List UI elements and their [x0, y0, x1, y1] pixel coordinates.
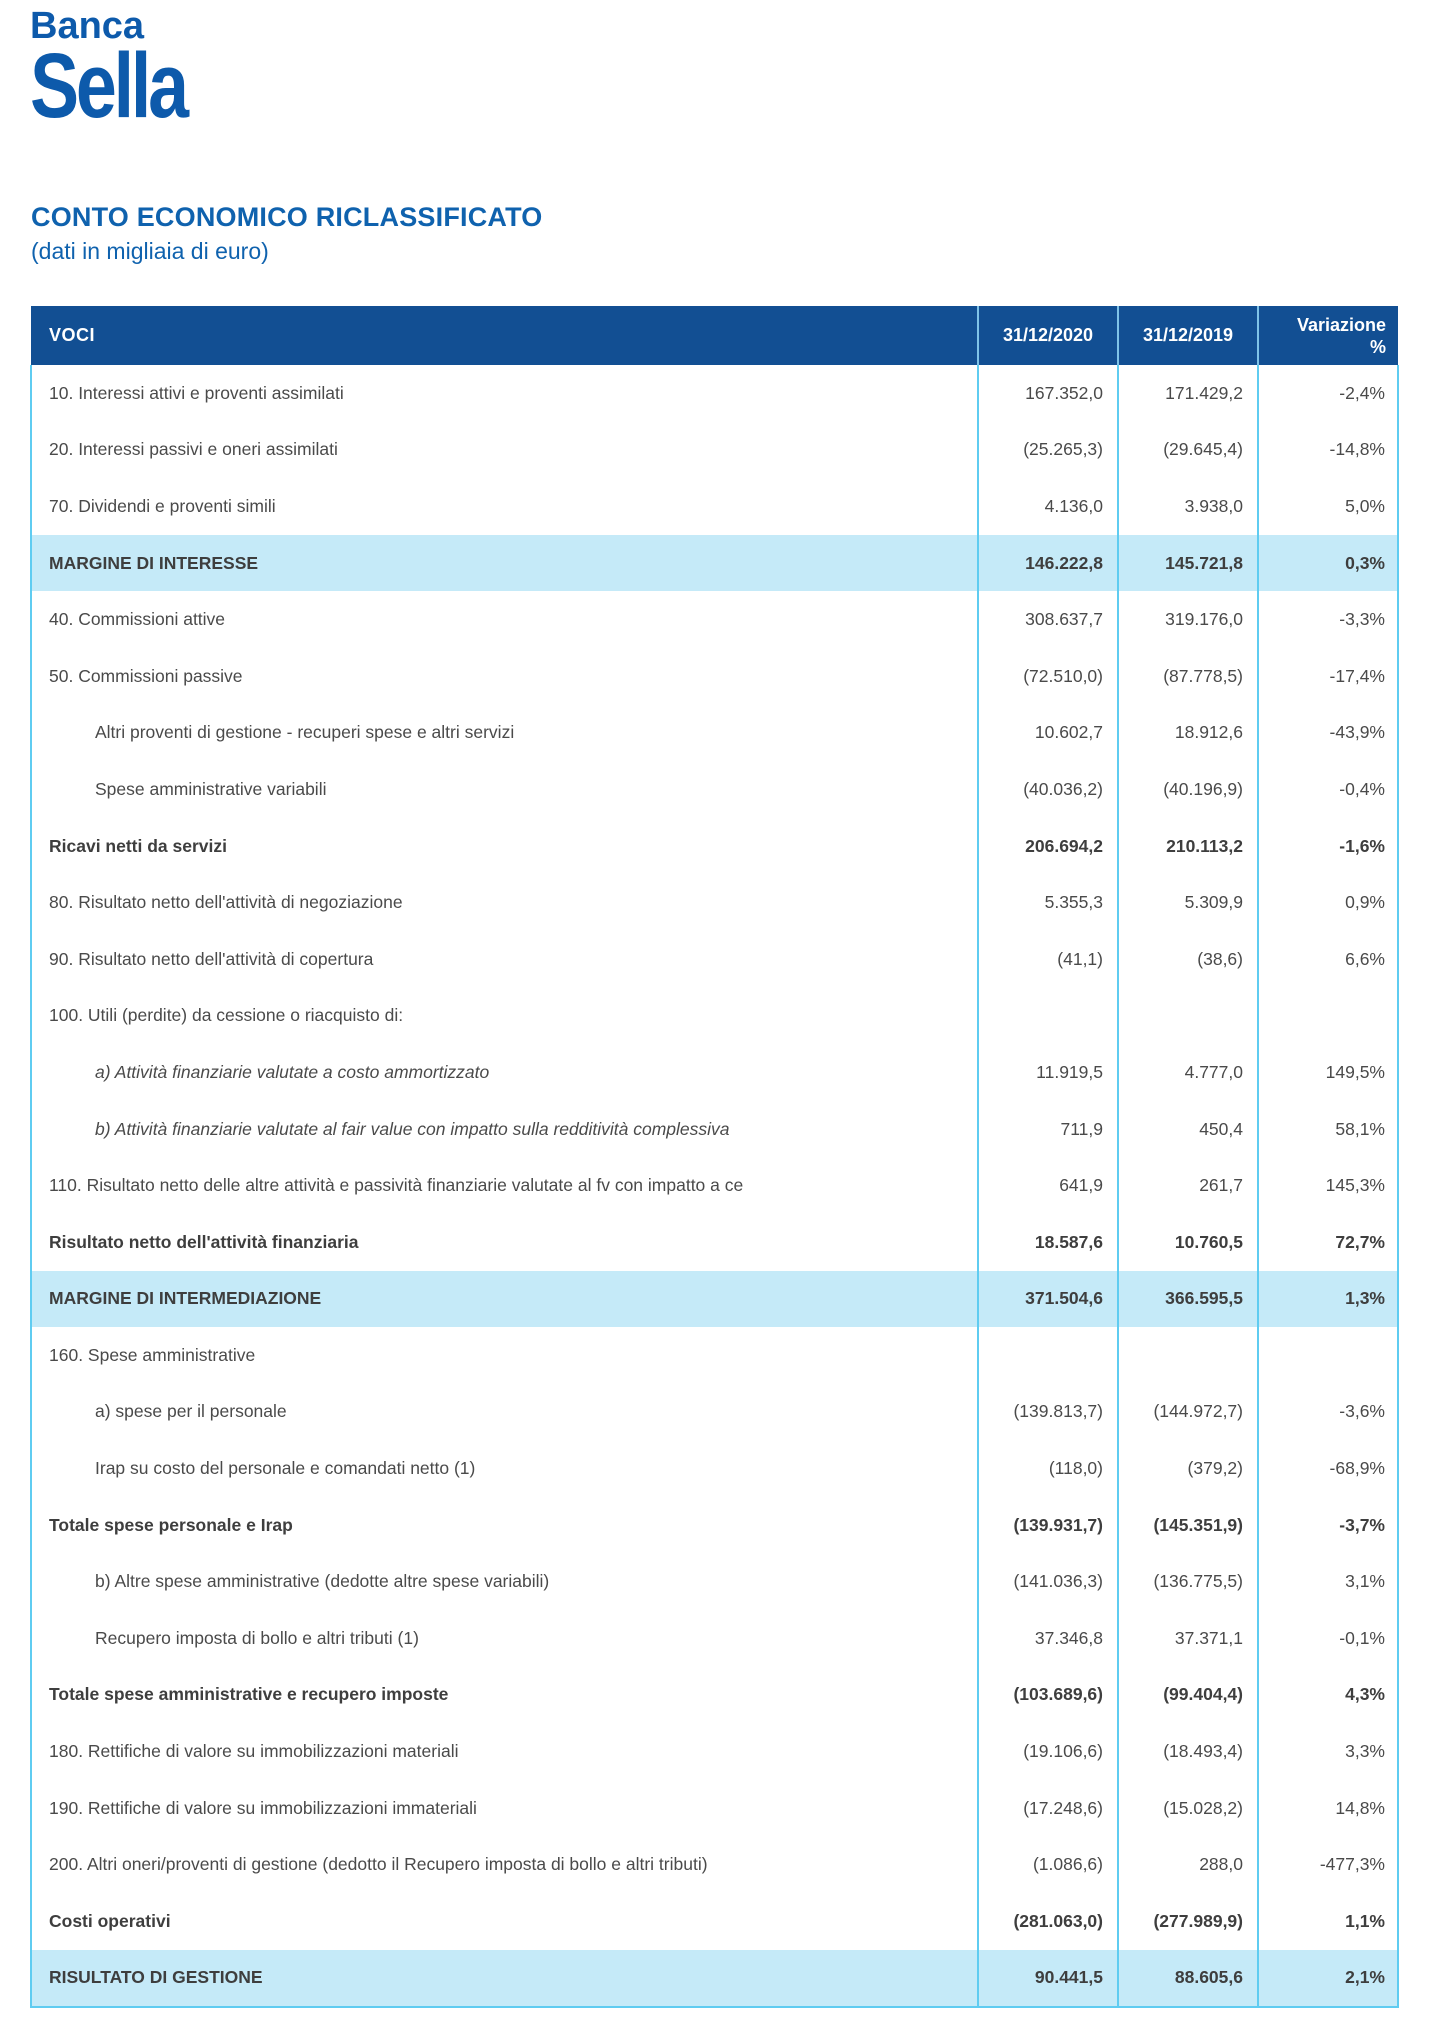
table-row [31, 1440, 1398, 1497]
row-label: Recupero imposta di bollo e altri tributi (1) [31, 1610, 978, 1667]
column-header-voci: VOCI [31, 306, 978, 365]
value-2019 [1118, 1327, 1258, 1384]
table-row [31, 1723, 1398, 1780]
value-2020: (40.036,2) [978, 761, 1118, 818]
table-row [31, 648, 1398, 705]
value-2020: (25.265,3) [978, 422, 1118, 479]
variation-percent: 2,1% [1258, 1950, 1398, 2008]
variation-percent: -0,4% [1258, 761, 1398, 818]
table-row [31, 1553, 1398, 1610]
row-label: a) spese per il personale [31, 1384, 978, 1441]
table-row [31, 1327, 1398, 1384]
table-row [31, 1044, 1398, 1101]
value-2019: (18.493,4) [1118, 1723, 1258, 1780]
variation-percent: 4,3% [1258, 1667, 1398, 1724]
value-2020: 711,9 [978, 1101, 1118, 1158]
value-2020: 146.222,8 [978, 535, 1118, 592]
row-label: 200. Altri oneri/proventi di gestione (dedotto il Recupero imposta di bollo e altri tributi) [31, 1836, 978, 1893]
value-2019: 366.595,5 [1118, 1271, 1258, 1328]
value-2020: (141.036,3) [978, 1553, 1118, 1610]
table-row [31, 1101, 1398, 1158]
value-2019: 261,7 [1118, 1157, 1258, 1214]
value-2020: 11.919,5 [978, 1044, 1118, 1101]
value-2020: 37.346,8 [978, 1610, 1118, 1667]
value-2020: 167.352,0 [978, 365, 1118, 422]
row-label: 160. Spese amministrative [31, 1327, 978, 1384]
variation-percent: -0,1% [1258, 1610, 1398, 1667]
variation-percent: -477,3% [1258, 1836, 1398, 1893]
variation-percent: 5,0% [1258, 478, 1398, 535]
row-label: 90. Risultato netto dell'attività di copertura [31, 931, 978, 988]
value-2020: 10.602,7 [978, 705, 1118, 762]
variation-percent: -17,4% [1258, 648, 1398, 705]
variation-percent: 72,7% [1258, 1214, 1398, 1271]
table-row [31, 365, 1398, 422]
value-2019: 10.760,5 [1118, 1214, 1258, 1271]
row-label: Ricavi netti da servizi [31, 818, 978, 875]
variation-percent [1258, 1327, 1398, 1384]
value-2019: (144.972,7) [1118, 1384, 1258, 1441]
table-row [31, 1497, 1398, 1554]
value-2020: (19.106,6) [978, 1723, 1118, 1780]
row-label: 20. Interessi passivi e oneri assimilati [31, 422, 978, 479]
column-header-2020: 31/12/2020 [978, 306, 1118, 365]
row-label: Totale spese personale e Irap [31, 1497, 978, 1554]
value-2019: (277.989,9) [1118, 1893, 1258, 1950]
value-2019: 288,0 [1118, 1836, 1258, 1893]
variazione-label: Variazione [1296, 314, 1386, 335]
row-label: 70. Dividendi e proventi simili [31, 478, 978, 535]
row-label: a) Attività finanziarie valutate a costo ammortizzato [31, 1044, 978, 1101]
variation-percent: 0,9% [1258, 874, 1398, 931]
page-subtitle: (dati in migliaia di euro) [31, 238, 269, 264]
value-2019: 4.777,0 [1118, 1044, 1258, 1101]
table-row [31, 1157, 1398, 1214]
value-2019: (29.645,4) [1118, 422, 1258, 479]
variation-percent: 14,8% [1258, 1780, 1398, 1837]
value-2020: (72.510,0) [978, 648, 1118, 705]
table-row [31, 422, 1398, 479]
row-label: 180. Rettifiche di valore su immobilizzazioni materiali [31, 1723, 978, 1780]
row-label: Irap su costo del personale e comandati netto (1) [31, 1440, 978, 1497]
value-2019: 88.605,6 [1118, 1950, 1258, 2008]
value-2019: (38,6) [1118, 931, 1258, 988]
value-2019: 37.371,1 [1118, 1610, 1258, 1667]
value-2020: (118,0) [978, 1440, 1118, 1497]
title-block [31, 202, 543, 265]
value-2019: (145.351,9) [1118, 1497, 1258, 1554]
row-label: MARGINE DI INTERESSE [31, 535, 978, 592]
value-2019 [1118, 988, 1258, 1045]
row-label: 40. Commissioni attive [31, 591, 978, 648]
table-row [31, 1214, 1398, 1271]
row-label: b) Attività finanziarie valutate al fair value con impatto sulla redditività complessiva [31, 1101, 978, 1158]
logo-text-banca: Banca [30, 5, 145, 47]
value-2020: (139.931,7) [978, 1497, 1118, 1554]
table-row [31, 1384, 1398, 1441]
variation-percent: -3,7% [1258, 1497, 1398, 1554]
value-2019: 3.938,0 [1118, 478, 1258, 535]
banca-sella-logo [30, 5, 225, 137]
value-2020: (1.086,6) [978, 1836, 1118, 1893]
value-2019: (136.775,5) [1118, 1553, 1258, 1610]
table-row [31, 1667, 1398, 1724]
table-row [31, 1780, 1398, 1837]
variation-percent: -2,4% [1258, 365, 1398, 422]
row-label: 50. Commissioni passive [31, 648, 978, 705]
variation-percent: 145,3% [1258, 1157, 1398, 1214]
variation-percent [1258, 988, 1398, 1045]
table-row [31, 705, 1398, 762]
variation-percent: 58,1% [1258, 1101, 1398, 1158]
table-row [31, 478, 1398, 535]
table-row [31, 1610, 1398, 1667]
row-label: Costi operativi [31, 1893, 978, 1950]
row-label: Spese amministrative variabili [31, 761, 978, 818]
value-2020 [978, 988, 1118, 1045]
row-label: Totale spese amministrative e recupero imposte [31, 1667, 978, 1724]
variation-percent: 149,5% [1258, 1044, 1398, 1101]
value-2019: (40.196,9) [1118, 761, 1258, 818]
variation-percent: 3,1% [1258, 1553, 1398, 1610]
value-2019: (87.778,5) [1118, 648, 1258, 705]
logo-text-sella: Sella [30, 35, 186, 137]
table-row [31, 1271, 1398, 1328]
variation-percent: -14,8% [1258, 422, 1398, 479]
value-2020: 90.441,5 [978, 1950, 1118, 2008]
value-2019: (99.404,4) [1118, 1667, 1258, 1724]
value-2019: 319.176,0 [1118, 591, 1258, 648]
row-label: 80. Risultato netto dell'attività di negoziazione [31, 874, 978, 931]
row-label: MARGINE DI INTERMEDIAZIONE [31, 1271, 978, 1328]
row-label: 10. Interessi attivi e proventi assimilati [31, 365, 978, 422]
row-label: b) Altre spese amministrative (dedotte altre spese variabili) [31, 1553, 978, 1610]
variation-percent: -3,3% [1258, 591, 1398, 648]
page-title: CONTO ECONOMICO RICLASSIFICATO [31, 202, 543, 232]
row-label: Altri proventi di gestione - recuperi spese e altri servizi [31, 705, 978, 762]
value-2020: 371.504,6 [978, 1271, 1118, 1328]
value-2020: 206.694,2 [978, 818, 1118, 875]
value-2020: (17.248,6) [978, 1780, 1118, 1837]
value-2020: (281.063,0) [978, 1893, 1118, 1950]
value-2020: 18.587,6 [978, 1214, 1118, 1271]
row-label: 190. Rettifiche di valore su immobilizzazioni immateriali [31, 1780, 978, 1837]
value-2019: 210.113,2 [1118, 818, 1258, 875]
variation-percent: -43,9% [1258, 705, 1398, 762]
row-label: 100. Utili (perdite) da cessione o riacquisto di: [31, 988, 978, 1045]
row-label: RISULTATO DI GESTIONE [31, 1950, 978, 2008]
table-row [31, 874, 1398, 931]
value-2020: 308.637,7 [978, 591, 1118, 648]
row-label: 110. Risultato netto delle altre attività e passività finanziarie valutate al fv con impatto a ce [31, 1157, 978, 1214]
table-row [31, 818, 1398, 875]
value-2020: (41,1) [978, 931, 1118, 988]
table-row [31, 931, 1398, 988]
column-header-2019: 31/12/2019 [1118, 306, 1258, 365]
value-2020: 4.136,0 [978, 478, 1118, 535]
table-row [31, 1950, 1398, 2008]
table-row [31, 591, 1398, 648]
value-2020: (103.689,6) [978, 1667, 1118, 1724]
row-label: Risultato netto dell'attività finanziaria [31, 1214, 978, 1271]
income-statement-table [30, 306, 1399, 2008]
value-2019: 5.309,9 [1118, 874, 1258, 931]
variation-percent: 0,3% [1258, 535, 1398, 592]
value-2020: (139.813,7) [978, 1384, 1118, 1441]
table-header-row [31, 306, 1398, 365]
variation-percent: -3,6% [1258, 1384, 1398, 1441]
table-row [31, 988, 1398, 1045]
value-2020: 5.355,3 [978, 874, 1118, 931]
table-row [31, 1836, 1398, 1893]
value-2019: 450,4 [1118, 1101, 1258, 1158]
percent-label: % [1369, 336, 1386, 357]
value-2019: 171.429,2 [1118, 365, 1258, 422]
value-2019: 145.721,8 [1118, 535, 1258, 592]
variation-percent: -68,9% [1258, 1440, 1398, 1497]
table-row [31, 535, 1398, 592]
variation-percent: 1,3% [1258, 1271, 1398, 1328]
value-2019: (15.028,2) [1118, 1780, 1258, 1837]
table-row [31, 1893, 1398, 1950]
column-header-variazione [1258, 306, 1398, 365]
value-2019: (379,2) [1118, 1440, 1258, 1497]
variation-percent: -1,6% [1258, 818, 1398, 875]
table-row [31, 761, 1398, 818]
value-2019: 18.912,6 [1118, 705, 1258, 762]
value-2020: 641,9 [978, 1157, 1118, 1214]
variation-percent: 1,1% [1258, 1893, 1398, 1950]
variation-percent: 6,6% [1258, 931, 1398, 988]
variation-percent: 3,3% [1258, 1723, 1398, 1780]
value-2020 [978, 1327, 1118, 1384]
